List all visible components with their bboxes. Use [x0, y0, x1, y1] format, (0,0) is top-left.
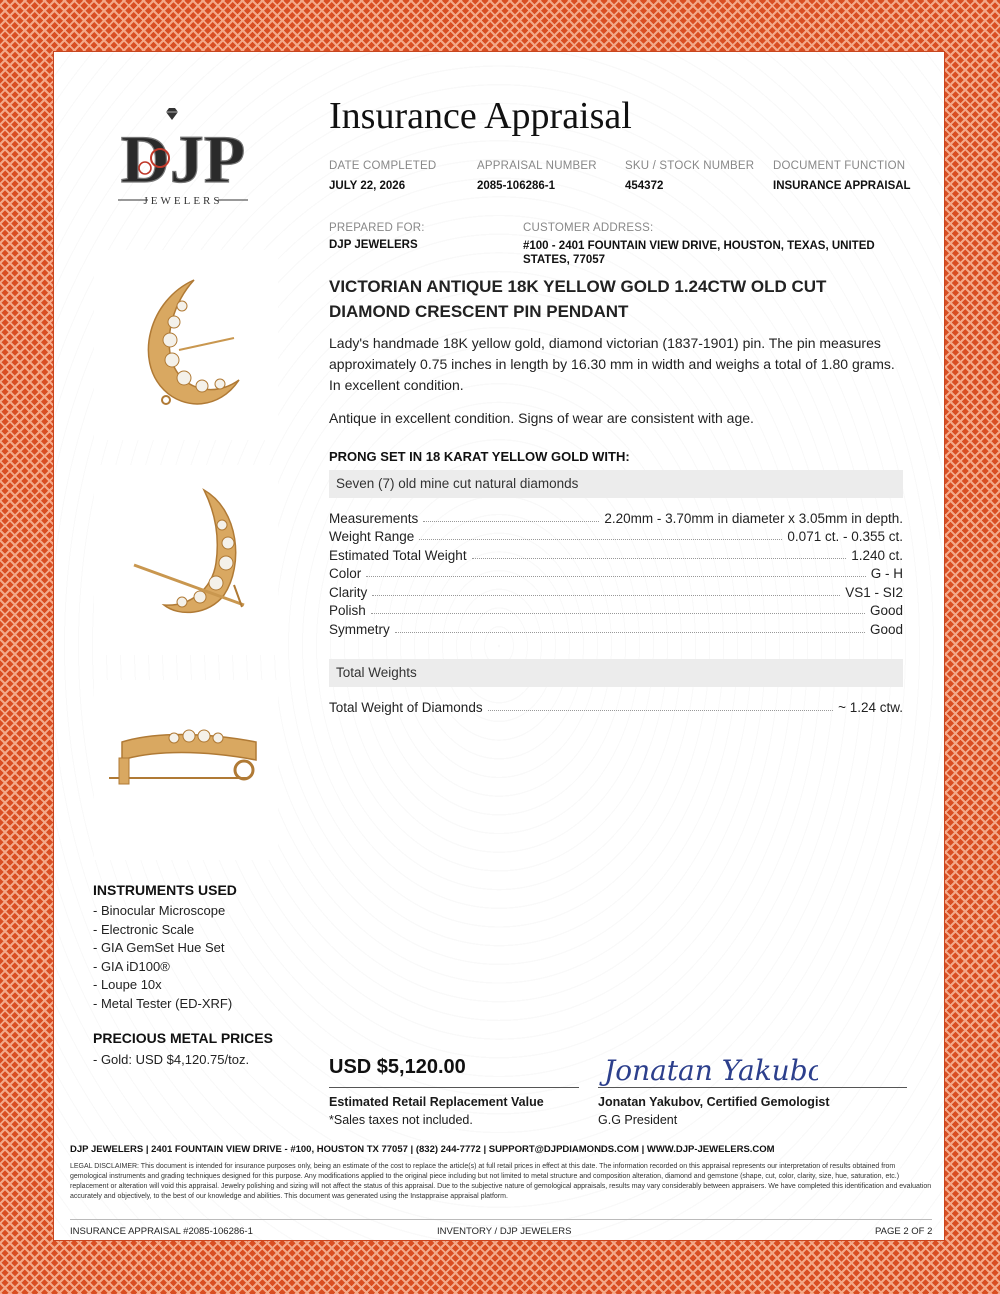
sku-block	[625, 160, 754, 192]
signer-name: Jonatan Yakubov, Certified Gemologist	[598, 1095, 830, 1109]
document-function-label: DOCUMENT FUNCTION	[773, 160, 906, 172]
spec-value: VS1 - SI2	[845, 585, 903, 600]
prepared-for-value: DJP JEWELERS	[329, 239, 418, 251]
spec-row	[329, 508, 903, 526]
spec-row	[329, 545, 903, 563]
prepared-for-label: PREPARED FOR:	[329, 222, 425, 234]
instrument-item: - Metal Tester (ED-XRF)	[93, 995, 233, 1011]
spec-label: Color	[329, 566, 362, 581]
date-completed-value: JULY 22, 2026	[329, 180, 406, 192]
spec-row	[329, 619, 903, 637]
date-completed-label: DATE COMPLETED	[329, 160, 437, 172]
tax-note: *Sales taxes not included.	[329, 1113, 473, 1127]
spec-row	[329, 563, 903, 581]
djp-logo	[108, 104, 258, 214]
footer-divider	[70, 1219, 932, 1220]
document-title: Insurance Appraisal	[329, 95, 632, 137]
total-weight-row	[329, 697, 903, 715]
customer-address-value: #100 - 2401 FOUNTAIN VIEW DRIVE, HOUSTON, TEXAS, UNITED STATES, 77057	[523, 240, 875, 266]
instrument-item: - Loupe 10x	[93, 977, 162, 992]
gemologist-signature	[598, 1044, 818, 1097]
instrument-item: - Electronic Scale	[93, 921, 195, 937]
spec-label: Estimated Total Weight	[329, 548, 467, 563]
product-photo-front	[94, 250, 278, 440]
appraisal-number-label: APPRAISAL NUMBER	[477, 160, 597, 172]
spec-value: G - H	[870, 566, 903, 581]
page-number: PAGE 2 OF 2	[875, 1226, 933, 1237]
signature-text: Jonatan Yakubov	[604, 1054, 818, 1087]
customer-address-block	[523, 222, 893, 267]
sku-label: SKU / STOCK NUMBER	[625, 160, 755, 172]
sku-value: 454372	[625, 180, 664, 192]
gold-price: - Gold: USD $4,120.75/toz.	[93, 1052, 250, 1067]
footer-contact: DJP JEWELERS | 2401 FOUNTAIN VIEW DRIVE - #100, HOUSTON TX 77057 | (832) 244-7772 | SUPPORT@DJPDIAMONDS.COM | WWW.DJP-JEWELERS.COM	[70, 1144, 775, 1155]
spec-value: 1.240 ct.	[851, 548, 903, 563]
total-weight-label: Total Weight of Diamonds	[329, 700, 483, 715]
legal-disclaimer: LEGAL DISCLAIMER: This document is intended for insurance purposes only, being an estimate of the cost to replace the article(s) at full retail prices in effect at this date. The information recorded on this appraisal represents our interpretation of results obtained from gemological instruments and grading techniques designed for this purpose. Any modifications applied to the original piece including but not limited to metal structure and composition alteration, diamond and gemstone (shape, cut, color, clarity, size, hue, saturation, etc.) replacement or alteration will void this appraisal. Jewelry polishing and sizing will not affect the status of this appraisal. Due to the subjective nature of gemological appraisals, results may vary considerably between appraisers. We have completed this identification and evaluation accurately and objectively, to the best of our knowledge and abilities. This document was generated using the Instappraise appraisal platform.	[70, 1163, 932, 1200]
replacement-value: USD $5,120.00	[329, 1056, 466, 1078]
item-description: Lady's handmade 18K yellow gold, diamond victorian (1837-1901) pin. The pin measures approximately 0.75 inches in length by 16.30 mm in width and weighs a total of 1.80 grams. In excellent condition.	[329, 335, 895, 393]
footer-appraisal-id: INSURANCE APPRAISAL #2085-106286-1	[70, 1226, 253, 1237]
appraisal-number-block	[477, 160, 597, 192]
setting-heading: PRONG SET IN 18 KARAT YELLOW GOLD WITH:	[329, 449, 630, 464]
brand-sub-text: JEWELERS	[143, 195, 223, 207]
spec-row	[329, 526, 903, 544]
metal-prices-heading: PRECIOUS METAL PRICES	[93, 1030, 273, 1046]
spec-row	[329, 582, 903, 600]
product-photo-side	[94, 680, 278, 860]
instruments-heading: INSTRUMENTS USED	[93, 882, 237, 898]
brand-name-text: DJP	[120, 121, 246, 197]
document-function-block	[773, 160, 911, 192]
instrument-item: - GIA GemSet Hue Set	[93, 940, 225, 955]
customer-address-label: CUSTOMER ADDRESS:	[523, 222, 654, 234]
footer-inventory: INVENTORY / DJP JEWELERS	[437, 1226, 572, 1237]
instrument-item: - GIA iD100®	[93, 958, 170, 974]
total-weight-value: ~ 1.24 ctw.	[838, 700, 903, 715]
spec-row	[329, 600, 903, 618]
prepared-for-block	[329, 222, 425, 251]
instrument-item: - Binocular Microscope	[93, 903, 226, 918]
spec-label: Weight Range	[329, 529, 415, 544]
totals-bar: Total Weights	[329, 659, 903, 687]
item-heading: VICTORIAN ANTIQUE 18K YELLOW GOLD 1.24CTW OLD CUT DIAMOND CRESCENT PIN PENDANT	[329, 277, 827, 321]
stones-bar: Seven (7) old mine cut natural diamonds	[329, 470, 903, 498]
product-photo-angle	[94, 465, 278, 655]
spec-label: Polish	[329, 603, 366, 618]
spec-value: Good	[869, 622, 903, 637]
signature-divider	[598, 1087, 907, 1088]
instruments-list	[93, 902, 232, 1013]
item-condition: Antique in excellent condition. Signs of wear are consistent with age.	[329, 410, 754, 426]
document-function-value: INSURANCE APPRAISAL	[773, 180, 911, 192]
appraisal-number-value: 2085-106286-1	[477, 180, 556, 192]
signer-title: G.G President	[598, 1113, 678, 1127]
spec-value: 0.071 ct. - 0.355 ct.	[787, 529, 903, 544]
spec-value: 2.20mm - 3.70mm in diameter x 3.05mm in depth.	[604, 511, 903, 526]
replacement-value-label: Estimated Retail Replacement Value	[329, 1095, 544, 1109]
spec-label: Clarity	[329, 585, 368, 600]
spec-value: Good	[869, 603, 903, 618]
date-completed-block	[329, 160, 436, 192]
spec-label: Measurements	[329, 511, 419, 526]
spec-label: Symmetry	[329, 622, 390, 637]
value-divider	[329, 1087, 579, 1088]
